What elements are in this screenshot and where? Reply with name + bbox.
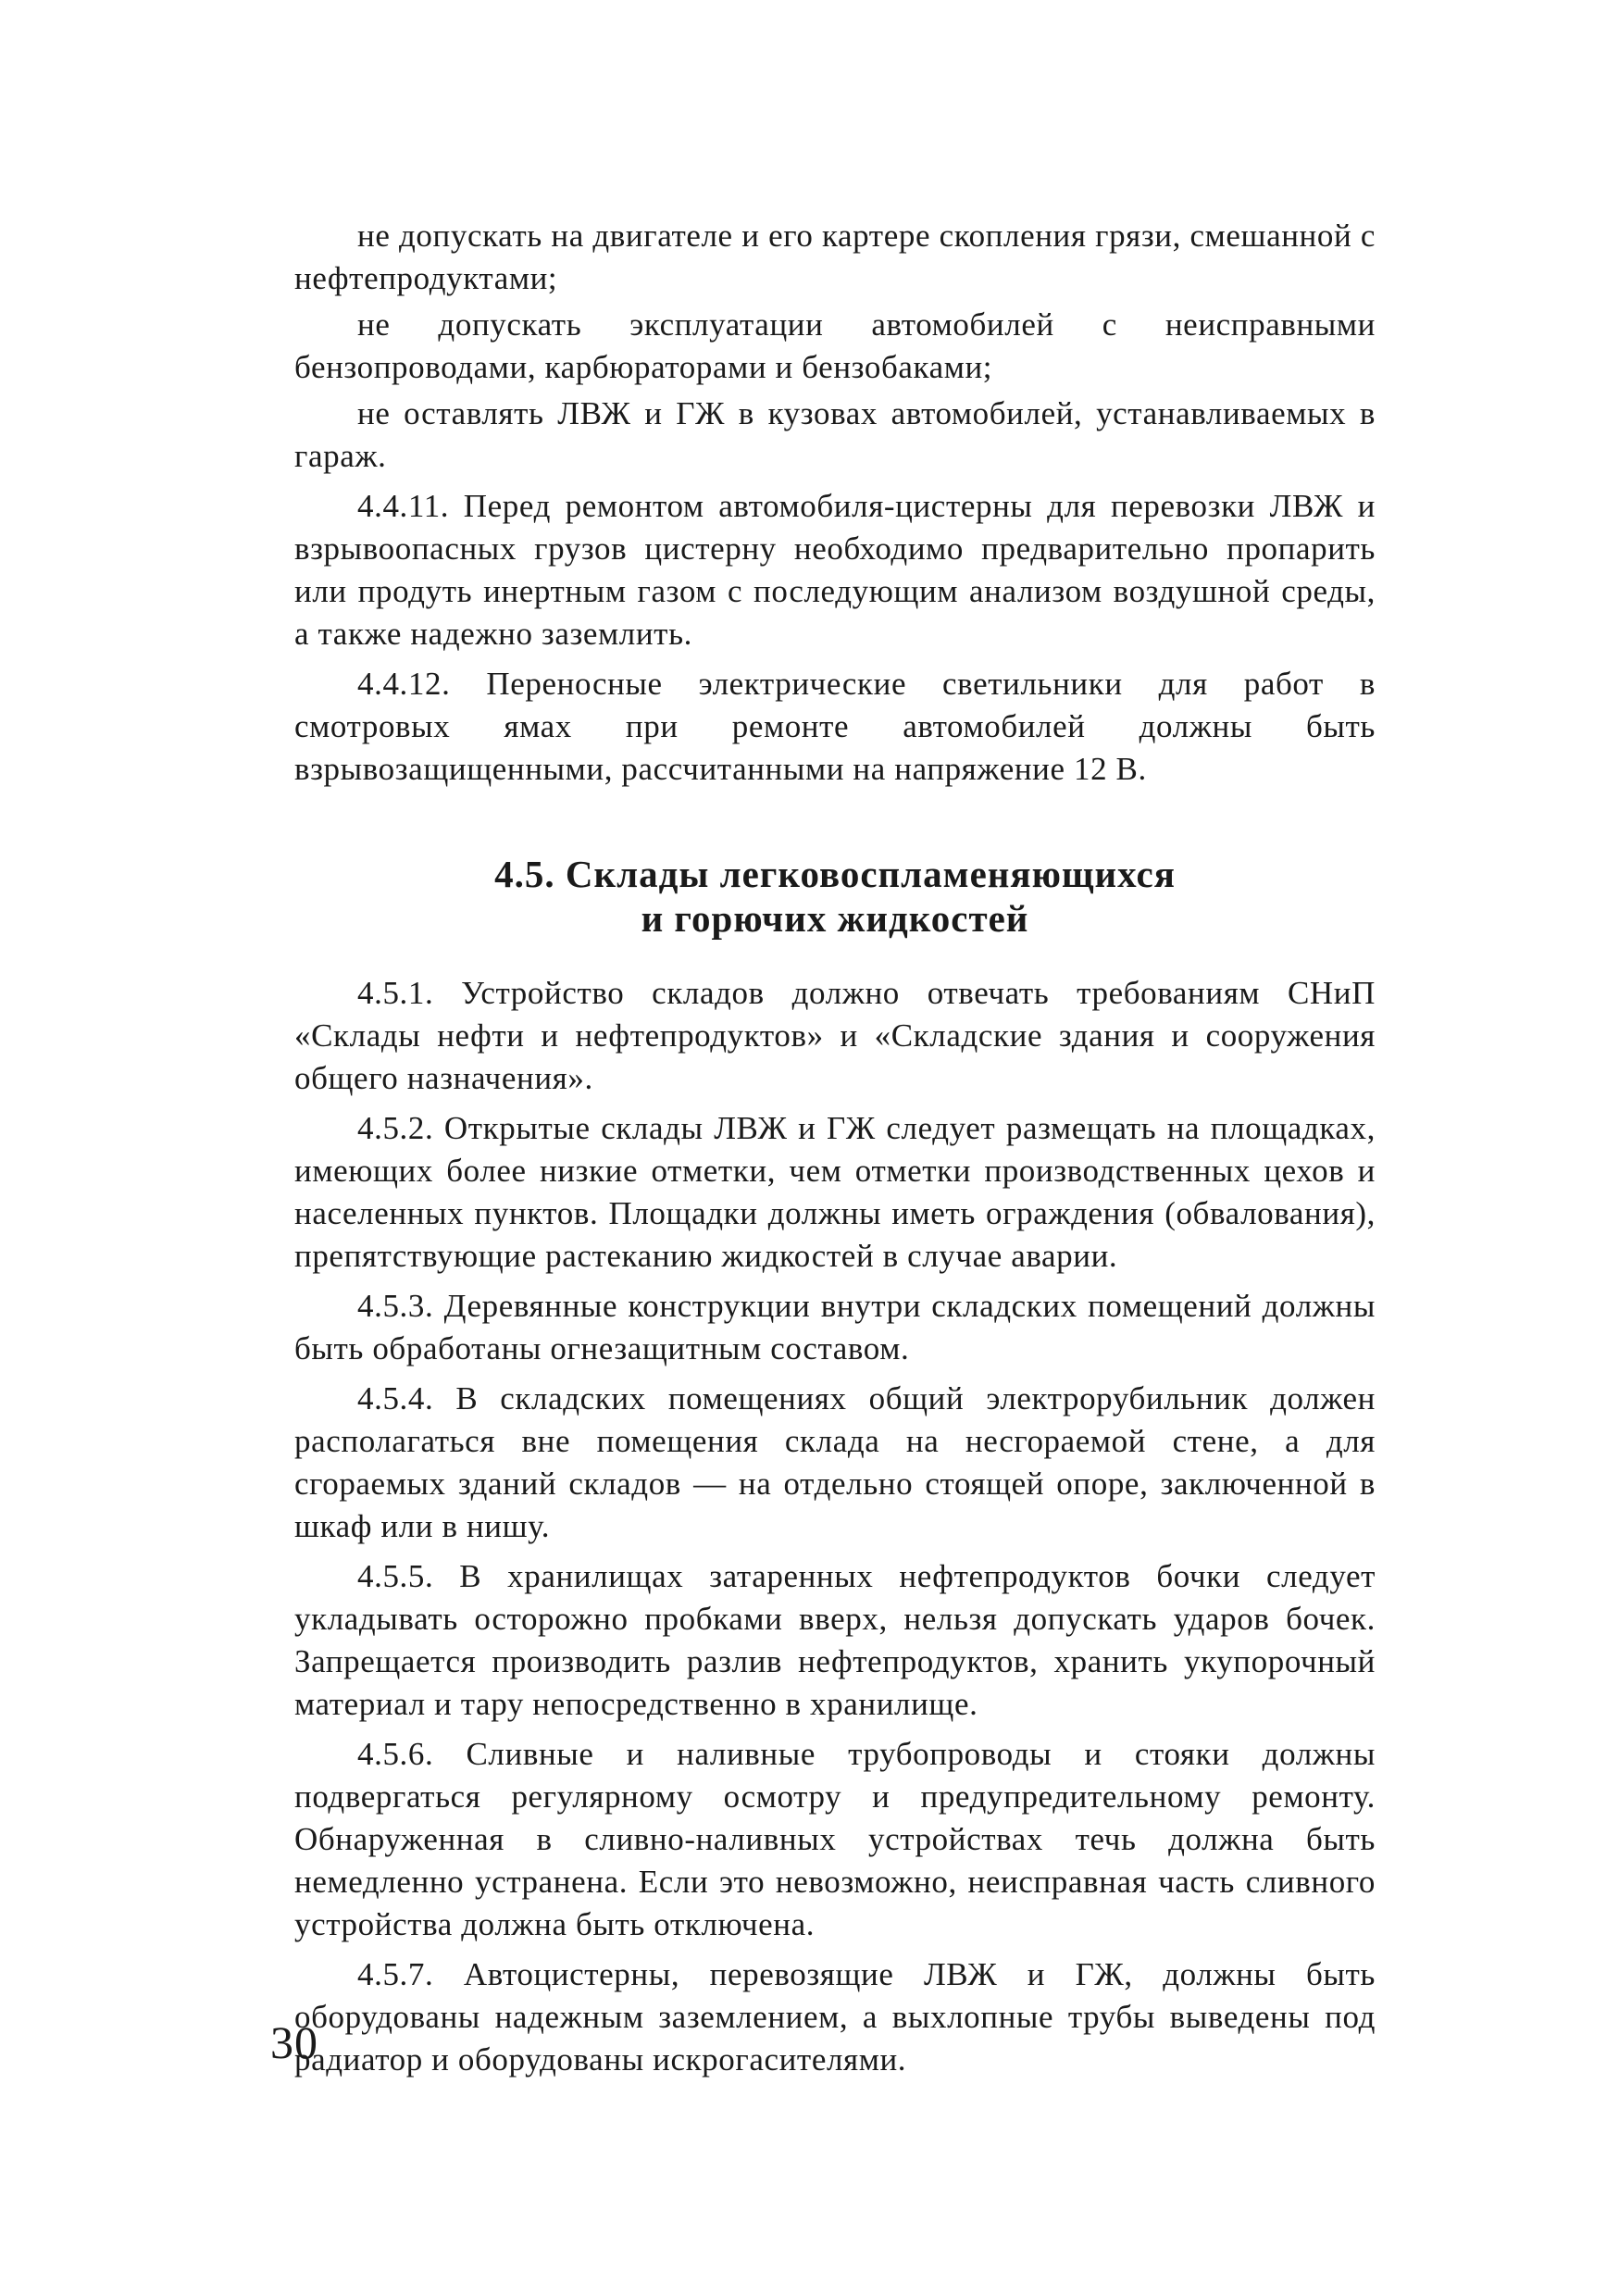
page-number: 30 bbox=[270, 2016, 318, 2068]
clause-4-5-3: 4.5.3. Деревянные конструкции внутри складских помещений должны быть обработаны огнезащитным составом. bbox=[294, 1288, 1376, 1366]
document-page bbox=[294, 215, 1376, 2089]
clause-4-5-7: 4.5.7. Автоцистерны, перевозящие ЛВЖ и ГЖ, должны быть оборудованы надежным заземлением, а выхлопные трубы выведены под радиатор и оборудованы искрогасителями. bbox=[294, 1956, 1376, 2078]
clause-4-5-2: 4.5.2. Открытые склады ЛВЖ и ГЖ следует размещать на площадках, имеющих более низкие отметки, чем отметки производственных цехов и населенных пунктов. Площадки должны иметь ограждения (обвалования), препятствующие растеканию жидкостей в случае аварии. bbox=[294, 1110, 1376, 1274]
section-heading-line-2: и горючих жидкостей bbox=[641, 897, 1029, 940]
clause-4-4-11: 4.4.11. Перед ремонтом автомобиля-цистерны для перевозки ЛВЖ и взрывоопасных грузов цистерну необходимо предварительно пропарить или продуть инертным газом с последующим анализом воздушной среды, а также надежно заземлить. bbox=[294, 488, 1376, 652]
section-heading-line-1: 4.5. Склады легковоспламеняющихся bbox=[494, 853, 1176, 895]
list-item-fuel-lines: не допускать эксплуатации автомобилей с неисправными бензопроводами, карбюраторами и бензобаками; bbox=[294, 306, 1376, 385]
clause-4-5-5: 4.5.5. В хранилищах затаренных нефтепродуктов бочки следует укладывать осторожно пробками вверх, нельзя допускать ударов бочек. Запрещается производить разлив нефтепродуктов, хранить укупорочный материал и тару непосредственно в хранилище. bbox=[294, 1558, 1376, 1722]
clause-4-5-1: 4.5.1. Устройство складов должно отвечать требованиям СНиП «Склады нефти и нефтепродуктов» и «Складские здания и сооружения общего назначения». bbox=[294, 975, 1376, 1096]
list-item-no-flammables: не оставлять ЛВЖ и ГЖ в кузовах автомобилей, устанавливаемых в гараж. bbox=[294, 395, 1376, 474]
clause-4-5-6: 4.5.6. Сливные и наливные трубопроводы и стояки должны подвергаться регулярному осмотру и предупредительному ремонту. Обнаруженная в сливно-наливных устройствах течь должна быть немедленно устранена. Если это невозможно, неисправная часть сливного устройства должна быть отключена. bbox=[294, 1736, 1376, 1942]
list-item-engine-dirt: не допускать на двигателе и его картере скопления грязи, смешанной с нефтепродуктами; bbox=[294, 218, 1376, 296]
clause-4-4-12: 4.4.12. Переносные электрические светильники для работ в смотровых ямах при ремонте автомобилей должны быть взрывозащищенными, рассчитанными на напряжение 12 В. bbox=[294, 666, 1376, 787]
section-heading bbox=[294, 852, 1376, 941]
clause-4-5-4: 4.5.4. В складских помещениях общий электрорубильник должен располагаться вне помещения склада на несгораемой стене, а для сгораемых зданий складов — на отдельно стоящей опоре, заключенной в шкаф или в нишу. bbox=[294, 1380, 1376, 1544]
